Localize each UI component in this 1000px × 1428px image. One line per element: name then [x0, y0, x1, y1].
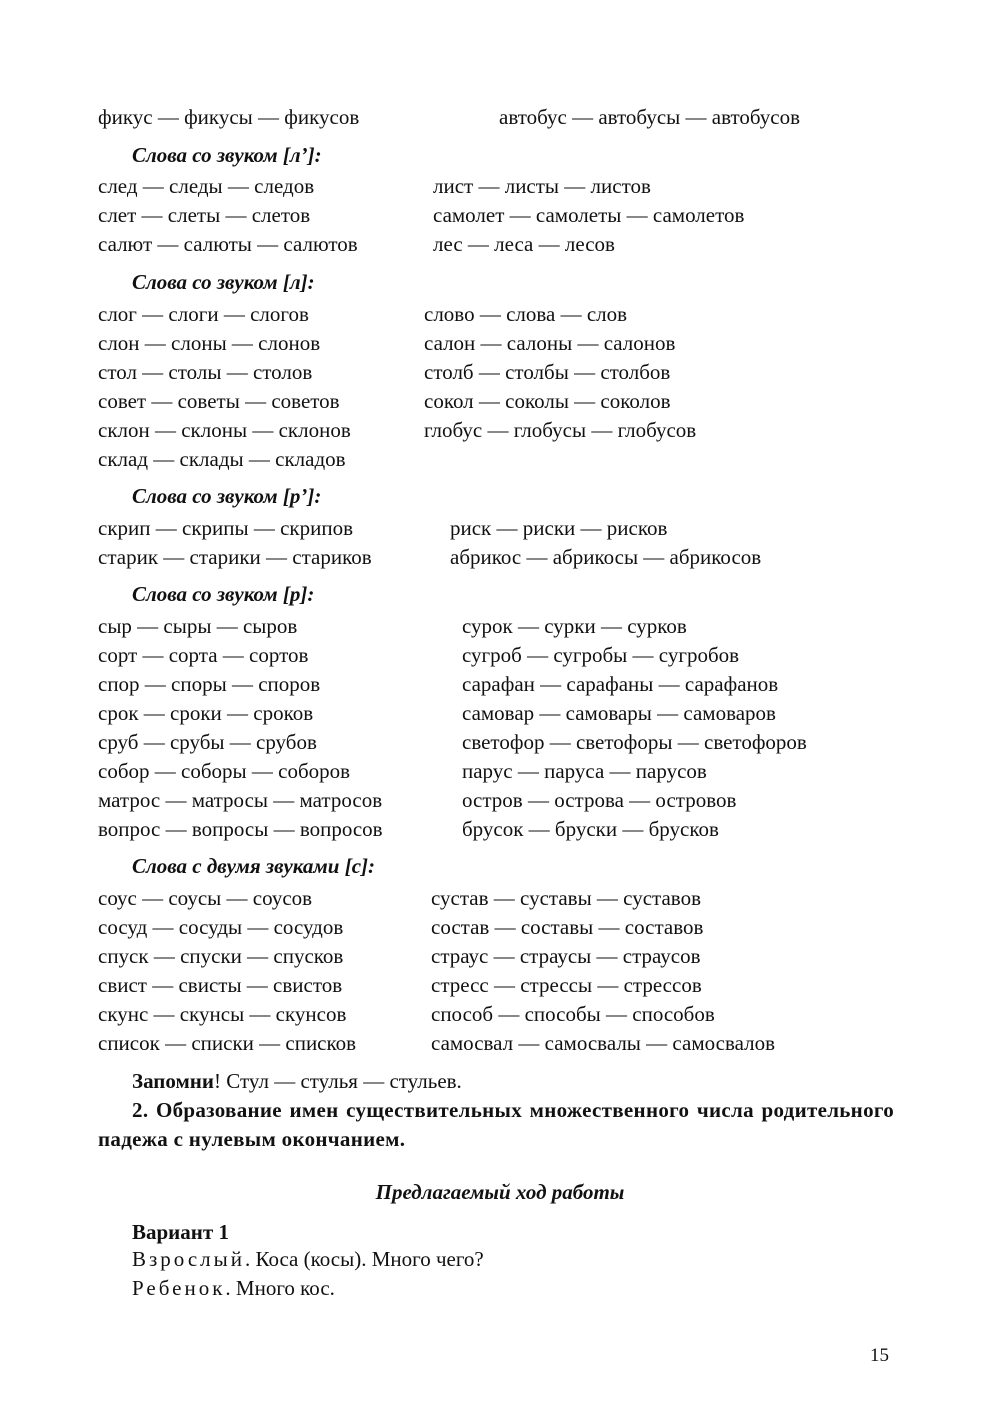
- word-row: [0, 329, 1000, 358]
- word-forms-right: брусок — бруски — брусков: [462, 817, 719, 841]
- task-2-paragraph: [98, 1096, 894, 1154]
- word-forms-left: спор — споры — споров: [98, 672, 321, 696]
- word-forms-right: слово — слова — слов: [424, 302, 628, 326]
- word-row: [0, 942, 1000, 971]
- section-heading: Слова с двумя звуками [с]:: [132, 854, 376, 878]
- word-forms-left: слон — слоны — слонов: [98, 331, 321, 355]
- dialogue-line: [132, 1274, 932, 1303]
- word-forms-right: сустав — суставы — суставов: [431, 886, 701, 910]
- word-row: [0, 230, 1000, 259]
- word-row: [0, 1000, 1000, 1029]
- remember-note: [132, 1067, 932, 1096]
- word-row: [0, 728, 1000, 757]
- remember-text: ! Стул — стулья — стульев.: [214, 1069, 462, 1093]
- dialogue-line: [132, 1245, 932, 1274]
- word-forms-left: список — списки — списков: [98, 1031, 357, 1055]
- word-forms-left: соус — соусы — соусов: [98, 886, 313, 910]
- word-forms-left: сруб — срубы — срубов: [98, 730, 317, 754]
- word-forms-left: след — следы — следов: [98, 174, 315, 198]
- word-forms-left: склад — склады — складов: [98, 447, 346, 471]
- line-text: . Много кос.: [225, 1276, 335, 1300]
- word-forms-right: глобус — глобусы — глобусов: [424, 418, 697, 442]
- word-row: [0, 612, 1000, 641]
- word-row: [0, 300, 1000, 329]
- word-forms-left: совет — советы — советов: [98, 389, 340, 413]
- word-forms-left: салют — салюты — салютов: [98, 232, 358, 256]
- word-forms-right: салон — салоны — салонов: [424, 331, 676, 355]
- word-forms-right: сурок — сурки — сурков: [462, 614, 687, 638]
- word-forms-left: вопрос — вопросы — вопросов: [98, 817, 383, 841]
- speaker-child: Ребенок: [132, 1276, 226, 1300]
- word-forms-right: риск — риски — рисков: [450, 516, 668, 540]
- word-row: [0, 514, 1000, 543]
- word-forms-left: стол — столы — столов: [98, 360, 313, 384]
- speaker-adult: Взрослый: [132, 1247, 245, 1271]
- word-forms-left: скунс — скунсы — скунсов: [98, 1002, 347, 1026]
- word-forms-right: способ — способы — способов: [431, 1002, 715, 1026]
- work-title: Предлагаемый ход работы: [375, 1180, 625, 1204]
- variant-title: Вариант 1: [132, 1220, 229, 1244]
- word-row: [0, 445, 1000, 474]
- word-forms-right: автобус — автобусы — автобусов: [499, 105, 800, 129]
- word-forms-right: стресс — стрессы — стрессов: [431, 973, 702, 997]
- word-forms-right: остров — острова — островов: [462, 788, 737, 812]
- section-heading: Слова со звуком [р]:: [132, 582, 315, 606]
- word-row: [0, 358, 1000, 387]
- word-forms-right: лист — листы — листов: [433, 174, 651, 198]
- word-row: [0, 670, 1000, 699]
- word-forms-right: самолет — самолеты — самолетов: [433, 203, 745, 227]
- word-row: [0, 387, 1000, 416]
- word-row: [0, 757, 1000, 786]
- word-forms-right: столб — столбы — столбов: [424, 360, 671, 384]
- word-forms-left: слог — слоги — слогов: [98, 302, 309, 326]
- word-row: [0, 884, 1000, 913]
- word-row: [0, 815, 1000, 844]
- word-row: [0, 913, 1000, 942]
- word-forms-right: сарафан — сарафаны — сарафанов: [462, 672, 779, 696]
- word-forms-right: парус — паруса — парусов: [462, 759, 707, 783]
- word-forms-right: состав — составы — составов: [431, 915, 704, 939]
- word-forms-right: страус — страусы — страусов: [431, 944, 701, 968]
- word-forms-right: лес — леса — лесов: [433, 232, 615, 256]
- word-row: [0, 103, 1000, 132]
- section-heading: Слова со звуком [р’]:: [132, 484, 322, 508]
- word-forms-left: свист — свисты — свистов: [98, 973, 343, 997]
- word-forms-left: собор — соборы — соборов: [98, 759, 351, 783]
- task-number: 2: [132, 1098, 143, 1122]
- word-forms-left: спуск — спуски — спусков: [98, 944, 344, 968]
- word-forms-right: самовар — самовары — самоваров: [462, 701, 776, 725]
- word-forms-left: сыр — сыры — сыров: [98, 614, 298, 638]
- word-row: [0, 971, 1000, 1000]
- word-forms-right: сокол — соколы — соколов: [424, 389, 671, 413]
- word-forms-right: светофор — светофоры — светофоров: [462, 730, 807, 754]
- word-row: [0, 416, 1000, 445]
- remember-label: Запомни: [132, 1069, 215, 1093]
- word-forms-left: сорт — сорта — сортов: [98, 643, 309, 667]
- word-forms-right: самосвал — самосвалы — самосвалов: [431, 1031, 775, 1055]
- word-row: [0, 786, 1000, 815]
- word-row: [0, 543, 1000, 572]
- page-number: 15: [870, 1345, 889, 1366]
- word-forms-left: склон — склоны — склонов: [98, 418, 351, 442]
- word-forms-right: абрикос — абрикосы — абрикосов: [450, 545, 762, 569]
- section-heading: Слова со звуком [л’]:: [132, 143, 322, 167]
- word-forms-right: сугроб — сугробы — сугробов: [462, 643, 740, 667]
- word-row: [0, 641, 1000, 670]
- word-row: [0, 172, 1000, 201]
- word-forms-left: слет — слеты — слетов: [98, 203, 311, 227]
- word-forms-left: старик — старики — стариков: [98, 545, 372, 569]
- word-row: [0, 201, 1000, 230]
- word-row: [0, 699, 1000, 728]
- word-forms-left: сосуд — сосуды — сосудов: [98, 915, 344, 939]
- section-heading: Слова со звуком [л]:: [132, 270, 315, 294]
- word-forms-left: срок — сроки — сроков: [98, 701, 314, 725]
- word-row: [0, 1029, 1000, 1058]
- word-forms-left: фикус — фикусы — фикусов: [98, 105, 360, 129]
- task-text: . Образование имен существительных множественного числа родительного падежа с нулевым окончанием.: [98, 1098, 894, 1151]
- line-text: . Коса (косы). Много чего?: [244, 1247, 484, 1271]
- word-forms-left: скрип — скрипы — скрипов: [98, 516, 354, 540]
- word-forms-left: матрос — матросы — матросов: [98, 788, 383, 812]
